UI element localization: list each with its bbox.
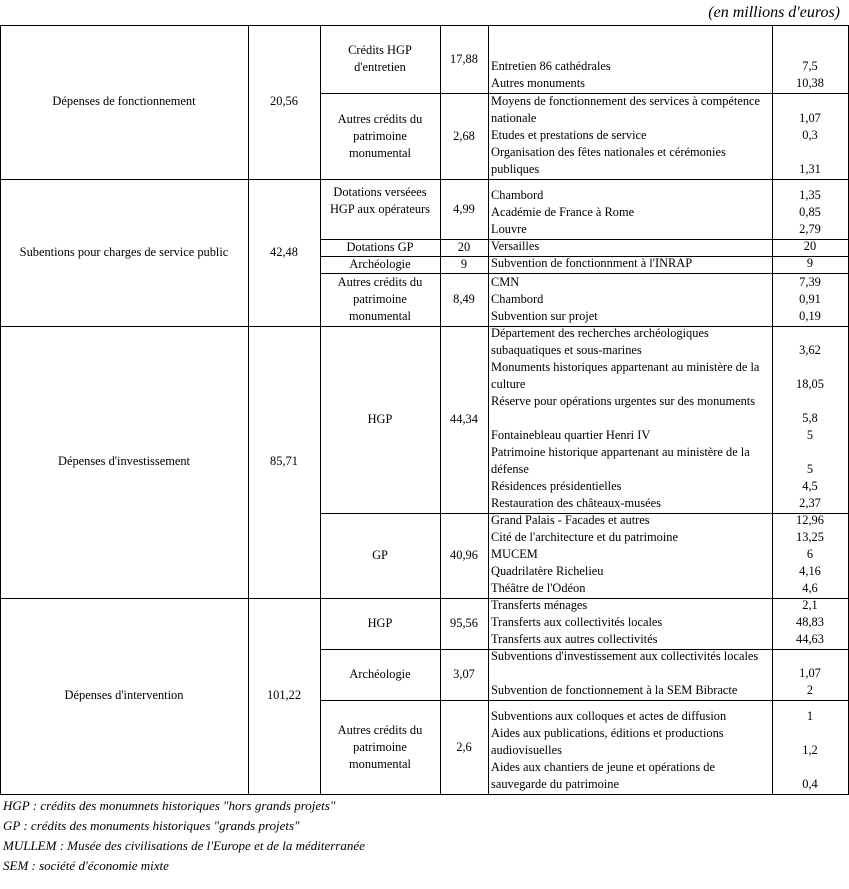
budget-table: [0, 25, 849, 794]
item-value: 5: [806, 462, 814, 476]
item-value: 2,1: [802, 598, 818, 612]
item-value: 0,3: [802, 128, 818, 142]
table-col-rule: [320, 25, 321, 795]
item-value: 1,07: [799, 666, 821, 680]
table-col-rule: [440, 25, 441, 795]
item-label: Organisation des fêtes nationales et cérémonies publiques: [491, 145, 726, 176]
item-value: 1,35: [799, 188, 821, 202]
section-total: 101,22: [266, 688, 302, 702]
table-top-rule: [0, 25, 849, 26]
item-value: 18,05: [796, 377, 824, 391]
item-label: Entretien 86 cathédrales: [491, 59, 611, 73]
unit-note: (en millions d'euros): [708, 4, 840, 21]
section-name: Dépenses d'intervention: [64, 688, 184, 702]
group-amount: 20: [457, 240, 471, 254]
item-label: Subventions aux colloques et actes de diffusion: [491, 709, 727, 723]
group-amount: 3,07: [453, 667, 475, 681]
item-label: Quadrilatère Richelieu: [491, 564, 604, 578]
group-label: Archéologie: [349, 257, 411, 271]
item-value: 4,6: [802, 581, 818, 595]
item-label: Etudes et prestations de service: [491, 128, 647, 142]
item-value: 20: [803, 239, 817, 253]
item-value: 10,38: [796, 76, 824, 90]
group-amount: 44,34: [450, 412, 478, 426]
group-amount: 8,49: [453, 292, 475, 306]
item-label: Transferts ménages: [491, 598, 588, 612]
footnotes: [3, 796, 365, 876]
section-total: 85,71: [270, 454, 298, 468]
item-label: Résidences présidentielles: [491, 479, 622, 493]
item-value: 7,5: [802, 59, 818, 73]
item-label: Aides aux publications, éditions et productions audiovisuelles: [491, 726, 724, 757]
group-label: Archéologie: [349, 667, 411, 681]
item-value: 44,63: [796, 632, 824, 646]
group-amount: 17,88: [450, 51, 478, 66]
group-label: HGP: [367, 616, 393, 630]
item-value: 9: [806, 256, 814, 270]
footnote-mullem: MULLEM : Musée des civilisations de l'Europe et de la méditerranée: [3, 838, 365, 853]
group-label: Autres crédits du patrimoine monumental: [337, 275, 423, 323]
group-label: HGP: [367, 412, 393, 426]
group-label: Autres crédits du patrimoine monumental: [337, 722, 423, 771]
group-label: Dotations verséees HGP aux opérateurs: [329, 184, 430, 216]
group-amount: 40,96: [450, 548, 478, 562]
item-label: Patrimoine historique appartenant au ministère de la défense: [491, 445, 750, 476]
item-value: 1: [806, 709, 814, 723]
item-value: 2: [806, 683, 814, 697]
item-label: Département des recherches archéologiques subaquatiques et sous-marines: [491, 326, 709, 357]
item-value: 4,5: [802, 479, 818, 493]
item-value: 2,37: [799, 496, 821, 510]
item-label: MUCEM: [491, 547, 538, 561]
item-value: 5: [806, 428, 814, 442]
group-amount: 4,99: [453, 201, 475, 216]
group-label: Crédits HGP d'entretien: [348, 43, 412, 74]
group-amount: 95,56: [450, 616, 478, 630]
section-total: 20,56: [270, 94, 298, 108]
item-label: Chambord: [491, 188, 544, 202]
table-col-rule: [488, 25, 489, 795]
item-label: Subvention de fonctionnment à l'INRAP: [491, 256, 693, 270]
item-label: Moyens de fonctionnement des services à compétence nationale: [491, 94, 761, 125]
item-label: Subvention de fonctionnement à la SEM Bibracte: [491, 683, 738, 697]
item-value: 13,25: [796, 530, 824, 544]
item-value: 12,96: [796, 513, 824, 527]
group-rule: [320, 700, 848, 701]
item-value: 1,31: [799, 162, 821, 176]
item-value: 7,39: [799, 275, 821, 289]
footnote-gp: GP : crédits des monuments historiques "grands projets": [3, 818, 300, 833]
section-rule: [0, 794, 849, 795]
group-label: Dotations GP: [346, 240, 414, 254]
item-label: Grand Palais - Facades et autres: [491, 513, 650, 527]
table-col-rule: [0, 25, 1, 795]
footnote-hgp: HGP : crédits des monumnets historiques "hors grands projets": [3, 798, 336, 813]
item-value: 2,79: [799, 222, 821, 236]
item-label: Autres monuments: [491, 76, 585, 90]
item-label: Fontainebleau quartier Henri IV: [491, 428, 651, 442]
group-label: Autres crédits du patrimoine monumental: [337, 111, 423, 160]
item-label: Transferts aux collectivités locales: [491, 615, 663, 629]
item-label: Versailles: [491, 239, 540, 253]
item-label: Monuments historiques appartenant au ministère de la culture: [491, 360, 760, 391]
item-value: 0,19: [799, 309, 821, 323]
section-rule: [0, 179, 849, 180]
section-name: Dépenses d'investissement: [58, 454, 190, 468]
item-value: 0,4: [802, 777, 818, 791]
item-value: 4,16: [799, 564, 821, 578]
group-label: GP: [372, 548, 388, 562]
group-amount: 2,68: [453, 128, 475, 143]
table-col-rule: [772, 25, 773, 795]
item-value: 3,62: [799, 343, 821, 357]
item-label: Subvention sur projet: [491, 309, 598, 323]
item-label: Aides aux chantiers de jeune et opérations de sauvegarde du patrimoine: [491, 760, 715, 791]
item-value: 1,07: [799, 111, 821, 125]
item-label: Réserve pour opérations urgentes sur des monuments: [491, 394, 756, 408]
item-label: Transferts aux autres collectivités: [491, 632, 658, 646]
item-label: Théâtre de l'Odéon: [491, 581, 586, 595]
item-label: Cité de l'architecture et du patrimoine: [491, 530, 678, 544]
item-label: Subventions d'investissement aux collectivités locales: [491, 649, 759, 663]
item-value: 1,2: [802, 743, 818, 757]
section-name: Subentions pour charges de service public: [19, 244, 229, 259]
item-label: CMN: [491, 275, 520, 289]
item-value: 0,91: [799, 292, 821, 306]
item-value: 6: [806, 547, 814, 561]
item-label: Restauration des châteaux-musées: [491, 496, 661, 510]
section-total: 42,48: [270, 244, 298, 259]
item-label: Académie de France à Rome: [491, 205, 635, 219]
table-col-rule: [248, 25, 249, 795]
footnote-sem: SEM : société d'économie mixte: [3, 858, 169, 873]
group-amount: 2,6: [456, 739, 472, 754]
section-name: Dépenses de fonctionnement: [52, 94, 196, 108]
item-value: 48,83: [796, 615, 824, 629]
item-value: 0,85: [799, 205, 821, 219]
item-value: 5,8: [802, 411, 818, 425]
group-amount: 9: [460, 257, 468, 271]
item-label: Chambord: [491, 292, 544, 306]
item-label: Louvre: [491, 222, 527, 236]
